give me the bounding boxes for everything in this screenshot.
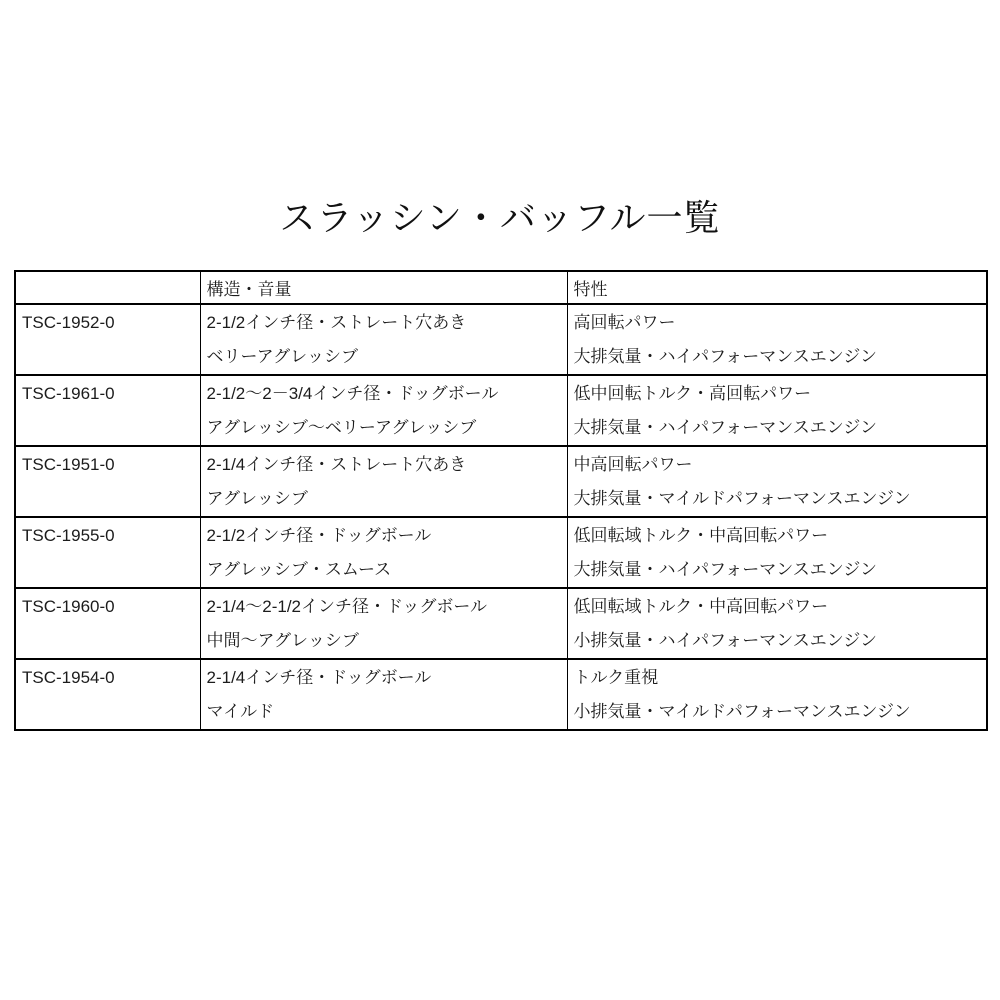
model-number: TSC-1955-0 (22, 526, 115, 545)
feature-line-1: 中高回転パワー (573, 455, 693, 474)
structure-cell (200, 375, 567, 446)
feature-cell (567, 304, 987, 375)
header-model-cell (15, 271, 200, 304)
structure-line-1: 2-1/4インチ径・ストレート穴あき (206, 455, 467, 474)
structure-line-1: 2-1/4～2-1/2インチ径・ドッグボール (206, 597, 487, 616)
feature-line-2: 大排気量・ハイパフォーマンスエンジン (573, 418, 877, 437)
table-row (15, 659, 987, 730)
table-row (15, 375, 987, 446)
structure-line-2: アグレッシブ・スムース (206, 560, 392, 579)
table-row (15, 304, 987, 375)
structure-line-1: 2-1/2インチ径・ドッグボール (206, 526, 432, 545)
structure-line-1: 2-1/2インチ径・ストレート穴あき (206, 313, 467, 332)
model-cell (15, 375, 200, 446)
feature-cell (567, 588, 987, 659)
feature-line-1: 低回転域トルク・中高回転パワー (573, 597, 829, 616)
feature-cell (567, 446, 987, 517)
feature-cell (567, 659, 987, 730)
model-cell (15, 304, 200, 375)
feature-line-1: 高回転パワー (573, 313, 676, 332)
structure-line-1: 2-1/2～2－3/4インチ径・ドッグボール (206, 384, 499, 403)
structure-line-2: アグレッシブ～ベリーアグレッシブ (206, 418, 477, 437)
model-cell (15, 446, 200, 517)
model-number: TSC-1954-0 (22, 668, 115, 687)
header-characteristics-cell: 特性 (567, 271, 987, 304)
table-row (15, 446, 987, 517)
feature-line-2: 小排気量・ハイパフォーマンスエンジン (573, 631, 877, 650)
model-number: TSC-1960-0 (22, 597, 115, 616)
feature-cell (567, 517, 987, 588)
feature-line-1: 低回転域トルク・中高回転パワー (573, 526, 829, 545)
feature-line-2: 大排気量・ハイパフォーマンスエンジン (573, 560, 877, 579)
feature-line-1: 低中回転トルク・高回転パワー (573, 384, 812, 403)
structure-line-2: ベリーアグレッシブ (206, 347, 358, 366)
structure-cell (200, 588, 567, 659)
model-number: TSC-1951-0 (22, 455, 115, 474)
structure-line-2: マイルド (206, 702, 275, 721)
table-row (15, 588, 987, 659)
structure-line-2: 中間～アグレッシブ (206, 631, 359, 650)
page-title: スラッシン・バッフル一覧 (279, 197, 721, 238)
baffle-list-table (14, 270, 988, 731)
feature-cell (567, 375, 987, 446)
model-number: TSC-1961-0 (22, 384, 115, 403)
header-structure-volume-cell: 構造・音量 (200, 271, 567, 304)
structure-line-2: アグレッシブ (206, 489, 308, 508)
feature-line-2: 大排気量・ハイパフォーマンスエンジン (573, 347, 877, 366)
model-cell (15, 517, 200, 588)
structure-cell (200, 659, 567, 730)
model-cell (15, 588, 200, 659)
structure-cell (200, 517, 567, 588)
table-row (15, 517, 987, 588)
feature-line-2: 小排気量・マイルドパフォーマンスエンジン (573, 702, 911, 721)
structure-cell (200, 304, 567, 375)
model-cell (15, 659, 200, 730)
feature-line-2: 大排気量・マイルドパフォーマンスエンジン (573, 489, 911, 508)
model-number: TSC-1952-0 (22, 313, 115, 332)
structure-cell (200, 446, 567, 517)
feature-line-1: トルク重視 (573, 668, 659, 687)
table-header-row (15, 271, 987, 304)
structure-line-1: 2-1/4インチ径・ドッグボール (206, 668, 432, 687)
